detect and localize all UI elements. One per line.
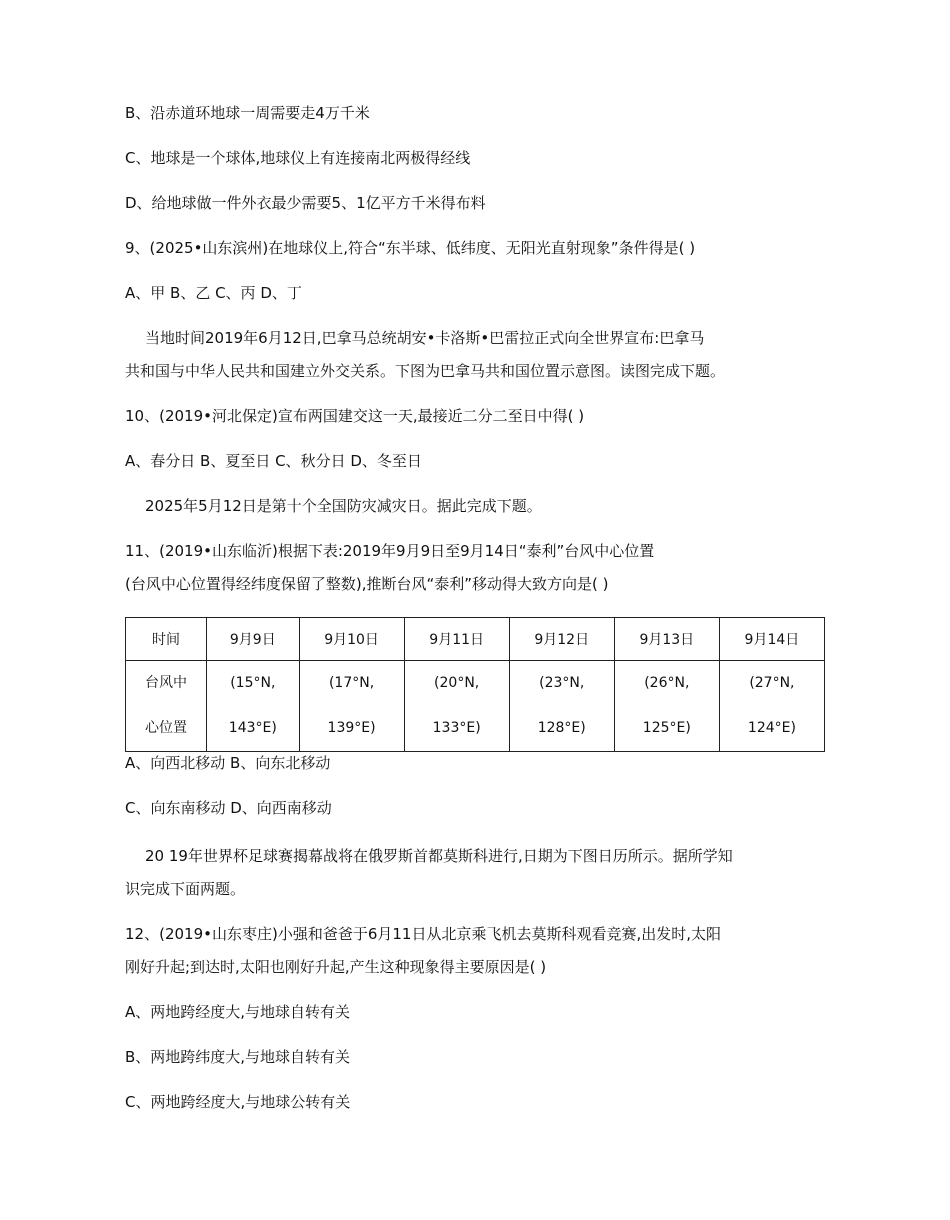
longitude-value: 128°E) [537, 720, 586, 736]
table-cell [509, 661, 614, 752]
panama-passage-line-2: 共和国与中华人民共和国建立外交关系。下图为巴拿马共和国位置示意图。读图完成下题。 [125, 362, 726, 380]
question-12-option-b: B、两地跨纬度大,与地球自转有关 [125, 1048, 351, 1066]
table-cell [207, 661, 299, 752]
question-10: 10、(2019•河北保定)宣布两国建交这一天,最接近二分二至日中得( ) [125, 407, 585, 425]
disaster-day-passage: 2025年5月12日是第十个全国防灾减灾日。据此完成下题。 [145, 497, 542, 515]
question-11-line-2: (台风中心位置得经纬度保留了整数),推断台风“泰利”移动得大致方向是( ) [125, 575, 609, 593]
worldcup-passage-line-2: 识完成下面两题。 [125, 880, 246, 898]
row-label-bottom: 心位置 [145, 720, 188, 736]
question-10-options: A、春分日 B、夏至日 C、秋分日 D、冬至日 [125, 452, 422, 470]
question-12-line-2: 刚好升起;到达时,太阳也刚好升起,产生这种现象得主要原因是( ) [125, 958, 547, 976]
typhoon-position-table [125, 617, 825, 752]
latitude-value: (27°N, [749, 675, 795, 691]
table-header-cell: 9月9日 [207, 618, 299, 661]
longitude-value: 143°E) [228, 720, 277, 736]
table-row [126, 661, 825, 752]
table-cell [719, 661, 824, 752]
option-c-sphere: C、地球是一个球体,地球仪上有连接南北两极得经线 [125, 149, 471, 167]
option-d-area: D、给地球做一件外衣最少需要5、1亿平方千米得布料 [125, 194, 486, 212]
latitude-value: (15°N, [230, 675, 276, 691]
question-11-options-1: A、向西北移动 B、向东北移动 [125, 754, 331, 772]
option-b-equator: B、沿赤道环地球一周需要走4万千米 [125, 104, 370, 122]
table-header-cell: 9月14日 [719, 618, 824, 661]
question-11-options-2: C、向东南移动 D、向西南移动 [125, 799, 332, 817]
question-9: 9、(2025•山东滨州)在地球仪上,符合“东半球、低纬度、无阳光直射现象”条件得是( ) [125, 239, 696, 257]
latitude-value: (26°N, [644, 675, 690, 691]
question-12-option-c: C、两地跨经度大,与地球公转有关 [125, 1093, 351, 1111]
panama-passage-line-1: 当地时间2019年6月12日,巴拿马总统胡安•卡洛斯•巴雷拉正式向全世界宣布:巴拿马 [145, 329, 705, 347]
question-12-option-a: A、两地跨经度大,与地球自转有关 [125, 1003, 351, 1021]
latitude-value: (23°N, [539, 675, 585, 691]
longitude-value: 133°E) [432, 720, 481, 736]
row-label-cell [126, 661, 207, 752]
table-header-cell: 9月13日 [614, 618, 719, 661]
worldcup-passage-line-1: 20 19年世界杯足球赛揭幕战将在俄罗斯首都莫斯科进行,日期为下图日历所示。据所学知 [145, 847, 733, 865]
row-label-top: 台风中 [145, 675, 188, 691]
table-cell [614, 661, 719, 752]
table-cell [299, 661, 404, 752]
question-11-line-1: 11、(2019•山东临沂)根据下表:2019年9月9日至9月14日“泰利”台风中心位置 [125, 542, 655, 560]
latitude-value: (17°N, [328, 675, 375, 691]
table-header-cell: 时间 [126, 618, 207, 661]
longitude-value: 139°E) [327, 720, 376, 736]
table-header-cell: 9月10日 [299, 618, 404, 661]
table-header-cell: 9月12日 [509, 618, 614, 661]
latitude-value: (20°N, [434, 675, 480, 691]
longitude-value: 124°E) [747, 720, 796, 736]
question-12-line-1: 12、(2019•山东枣庄)小强和爸爸于6月11日从北京乘飞机去莫斯科观看竞赛,出发时,太阳 [125, 925, 721, 943]
table-cell [404, 661, 509, 752]
question-9-options: A、甲 B、乙 C、丙 D、丁 [125, 284, 302, 302]
table-header-cell: 9月11日 [404, 618, 509, 661]
table-header-row [126, 618, 825, 661]
longitude-value: 125°E) [642, 720, 691, 736]
